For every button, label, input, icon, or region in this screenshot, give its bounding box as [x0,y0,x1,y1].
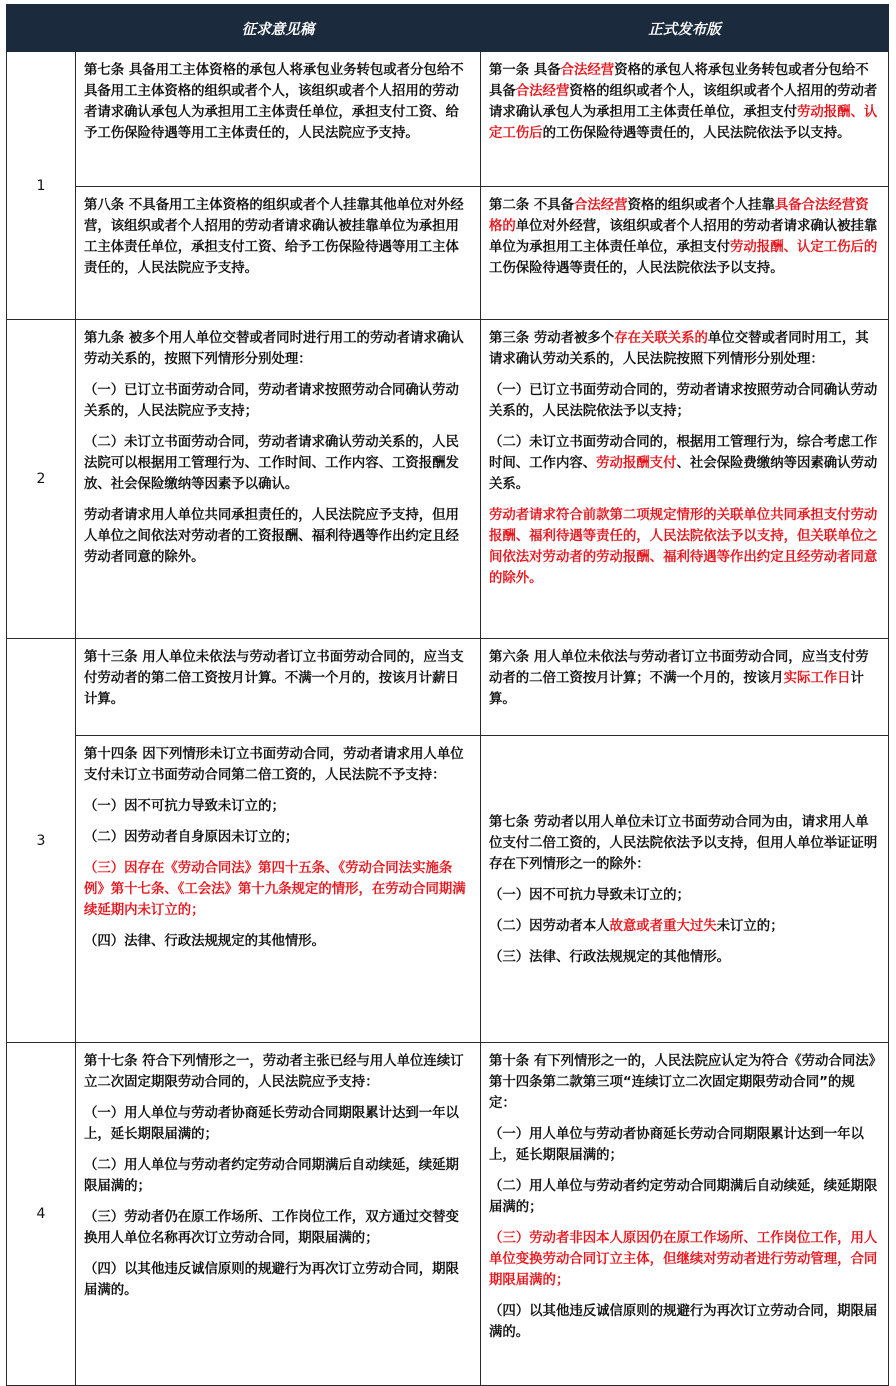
header-final: 正式发布版 [481,5,889,52]
final-article-3-item-2: （二）未订立书面劳动合同的，根据用工管理行为，综合考虑工作时间、工作内容、劳动报酬支付、社会保险费缴纳等因素确认劳动关系。 [489,435,878,492]
draft-article-17-item-1: （一）用人单位与劳动者协商延长劳动合同期限累计达到一年以上，延长期限届满的； [84,1106,459,1142]
draft-article-14-item-1: （一）因不可抗力导致未订立的； [84,799,285,814]
draft-article-17: 第十七条 符合下列情形之一，劳动者主张已经与用人单位连续订立二次固定期限劳动合同的，人民法院应予支持： [84,1054,464,1090]
table-row [7,639,889,736]
header-draft: 征求意见稿 [76,5,481,52]
final-article-3-item-1: （一）已订立书面劳动合同的，劳动者请求按照劳动合同确认劳动关系的，人民法院依法予以支持； [489,383,878,419]
draft-article-9-para: 劳动者请求用人单位共同承担责任的，人民法院应予支持，但用人单位之间依法对劳动者的工资报酬、福利待遇等作出约定且经劳动者同意的除外。 [84,508,459,565]
draft-article-17-item-2: （二）用人单位与劳动者约定劳动合同期满后自动续延，续延期限届满的； [84,1158,459,1194]
draft-cell [76,320,481,639]
draft-cell [76,52,481,187]
header-index-cell [7,5,76,52]
comparison-table-wrap [6,4,888,1386]
draft-article-17-item-4: （四）以其他违反诚信原则的规避行为再次订立劳动合同，期限届满的。 [84,1262,459,1298]
final-article-2: 第二条 不具备合法经营资格的组织或者个人挂靠具备合法经营资格的单位对外经营，该组织或者个人招用的劳动者请求确认被挂靠单位为承担用工主体责任单位，承担支付劳动报酬、认定工伤后的工伤保险待遇等责任的，人民法院依法予以支持。 [489,198,878,276]
final-cell [481,736,889,1043]
draft-article-9-item-1: （一）已订立书面劳动合同，劳动者请求按照劳动合同确认劳动关系的，人民法院应予支持； [84,383,459,419]
final-article-1: 第一条 具备合法经营资格的承包人将承包业务转包或者分包给不具备合法经营资格的组织或者个人，该组织或者个人招用的劳动者请求确认承包人为承担用工主体责任单位，承担支付劳动报酬、认定工伤后的工伤保险待遇等责任的，人民法院依法予以支持。 [489,63,878,141]
row-index: 3 [7,639,76,1043]
draft-article-7: 第七条 具备用工主体资格的承包人将承包业务转包或者分包给不具备用工主体资格的组织或者个人，该组织或者个人招用的劳动者请求确认承包人为承担用工主体责任单位，承担支付工资、给予工伤保险待遇等用工主体责任的，人民法院应予支持。 [84,63,464,141]
final-article-7-item-3: （三）法律、行政法规规定的其他情形。 [489,950,731,965]
final-cell [481,320,889,639]
draft-cell [76,639,481,736]
row-index: 2 [7,320,76,639]
final-article-3: 第三条 劳动者被多个存在关联关系的单位交替或者同时用工，其请求确认劳动关系的，人民法院按照下列情形分别处理： [489,331,869,367]
draft-article-14-item-3: （三）因存在《劳动合同法》第四十五条、《劳动合同法实施条例》第十七条、《工会法》第十九条规定的情形，在劳动合同期满续延期内未订立的； [84,861,466,918]
draft-article-8: 第八条 不具备用工主体资格的组织或者个人挂靠其他单位对外经营，该组织或者个人招用的劳动者请求确认被挂靠单位为承担用工主体责任单位，承担支付工资、给予工伤保险待遇等用工主体责任的，人民法院应予支持。 [84,198,464,276]
table-header-row [7,5,889,52]
final-cell [481,639,889,736]
final-article-7: 第七条 劳动者以用人单位未订立书面劳动合同为由，请求用人单位支付二倍工资的，人民法院依法予以支持，但用人单位举证证明存在下列情形之一的除外： [489,815,878,872]
table-row [7,187,889,320]
final-article-7-item-2: （二）因劳动者本人故意或者重大过失未订立的； [489,919,784,934]
final-article-6: 第六条 用人单位未依法与劳动者订立书面劳动合同，应当支付劳动者的二倍工资按月计算；不满一个月的，按该月实际工作日计算。 [489,650,869,707]
draft-article-9: 第九条 被多个用人单位交替或者同时进行用工的劳动者请求确认劳动关系的，按照下列情形分别处理： [84,331,464,367]
table-row [7,52,889,187]
draft-article-14: 第十四条 因下列情形未订立书面劳动合同，劳动者请求用人单位支付未订立书面劳动合同第二倍工资的，人民法院不予支持： [84,747,464,783]
final-article-10-item-4: （四）以其他违反诚信原则的规避行为再次订立劳动合同，期限届满的。 [489,1304,878,1340]
draft-cell [76,1043,481,1386]
row-index: 4 [7,1043,76,1386]
draft-article-14-item-2: （二）因劳动者自身原因未订立的； [84,830,299,845]
draft-article-14-item-4: （四）法律、行政法规规定的其他情形。 [84,934,326,949]
draft-article-17-item-3: （三）劳动者仍在原工作场所、工作岗位工作，双方通过交替变换用人单位名称再次订立劳动合同，期限届满的； [84,1210,459,1246]
final-article-3-para: 劳动者请求符合前款第二项规定情形的关联单位共同承担支付劳动报酬、福利待遇等责任的，人民法院依法予以支持，但关联单位之间依法对劳动者的劳动报酬、福利待遇等作出约定且经劳动者同意的除外。 [489,508,878,586]
table-row [7,1043,889,1386]
table-row [7,320,889,639]
draft-cell [76,736,481,1043]
draft-article-13: 第十三条 用人单位未依法与劳动者订立书面劳动合同的，应当支付劳动者的第二倍工资按月计算。不满一个月的，按该月计薪日计算。 [84,650,464,707]
row-index: 1 [7,52,76,320]
final-cell [481,1043,889,1386]
final-article-10-item-3: （三）劳动者非因本人原因仍在原工作场所、工作岗位工作，用人单位变换劳动合同订立主体，但继续对劳动者进行劳动管理，合同期限届满的； [489,1231,878,1288]
comparison-table [6,4,889,1386]
final-article-10-item-2: （二）用人单位与劳动者约定劳动合同期满后自动续延，续延期限届满的； [489,1179,878,1215]
final-article-7-item-1: （一）因不可抗力导致未订立的； [489,888,690,903]
final-cell [481,187,889,320]
table-row [7,736,889,1043]
final-cell [481,52,889,187]
final-article-10-item-1: （一）用人单位与劳动者协商延长劳动合同期限累计达到一年以上，延长期限届满的； [489,1127,864,1163]
draft-article-9-item-2: （二）未订立书面劳动合同，劳动者请求确认劳动关系的，人民法院可以根据用工管理行为、工作时间、工作内容、工资报酬发放、社会保险缴纳等因素予以确认。 [84,435,459,492]
draft-cell [76,187,481,320]
final-article-10: 第十条 有下列情形之一的，人民法院应认定为符合《劳动合同法》第十四条第二款第三项“连续订立二次固定期限劳动合同”的规定： [489,1054,876,1111]
